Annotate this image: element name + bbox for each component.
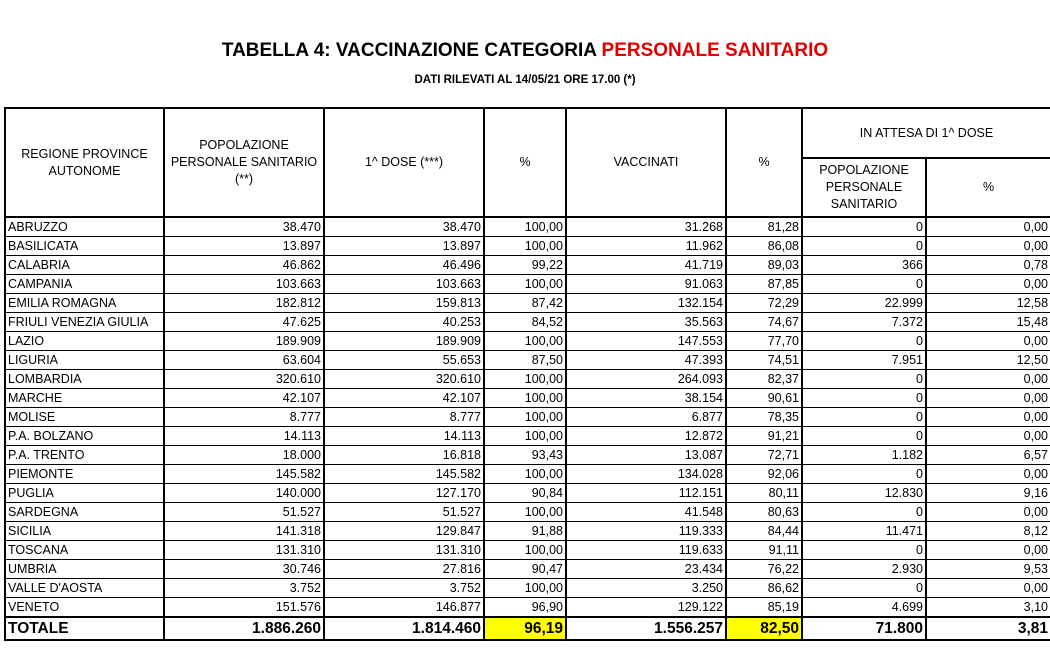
cell-population: 14.113 — [164, 427, 324, 446]
vaccination-table — [4, 107, 1050, 641]
cell-pct-vaccinated: 80,63 — [726, 503, 802, 522]
table-row — [5, 427, 1050, 446]
header-waiting-population: POPOLAZIONE PERSONALE SANITARIO — [802, 158, 926, 217]
cell-pct-vaccinated: 89,03 — [726, 256, 802, 275]
cell-waiting-pct: 0,00 — [926, 408, 1050, 427]
cell-first-dose: 38.470 — [324, 217, 484, 237]
cell-region: ABRUZZO — [5, 217, 164, 237]
cell-vaccinated: 41.719 — [566, 256, 726, 275]
cell-region: EMILIA ROMAGNA — [5, 294, 164, 313]
cell-pct-first-dose: 84,52 — [484, 313, 566, 332]
cell-first-dose: 27.816 — [324, 560, 484, 579]
table-row — [5, 256, 1050, 275]
cell-population: 151.576 — [164, 598, 324, 618]
table-row — [5, 446, 1050, 465]
cell-region: LAZIO — [5, 332, 164, 351]
cell-pct-vaccinated: 72,29 — [726, 294, 802, 313]
cell-region: LOMBARDIA — [5, 370, 164, 389]
cell-waiting-pct: 12,50 — [926, 351, 1050, 370]
cell-vaccinated: 119.333 — [566, 522, 726, 541]
cell-vaccinated: 41.548 — [566, 503, 726, 522]
cell-first-dose: 159.813 — [324, 294, 484, 313]
cell-waiting: 0 — [802, 408, 926, 427]
cell-pct-first-dose: 96,90 — [484, 598, 566, 618]
cell-waiting: 0 — [802, 332, 926, 351]
table-row — [5, 275, 1050, 294]
cell-vaccinated: 11.962 — [566, 237, 726, 256]
title-accent: PERSONALE SANITARIO — [601, 40, 829, 61]
cell-first-dose: 55.653 — [324, 351, 484, 370]
cell-vaccinated: 13.087 — [566, 446, 726, 465]
cell-pct-first-dose: 87,42 — [484, 294, 566, 313]
cell-pct-first-dose: 100,00 — [484, 427, 566, 446]
cell-first-dose: 13.897 — [324, 237, 484, 256]
cell-pct-vaccinated: 81,28 — [726, 217, 802, 237]
cell-population: 3.752 — [164, 579, 324, 598]
cell-first-dose: 46.496 — [324, 256, 484, 275]
total-row — [5, 617, 1050, 640]
cell-waiting-pct: 0,00 — [926, 275, 1050, 294]
cell-pct-vaccinated: 86,62 — [726, 579, 802, 598]
cell-waiting-pct: 0,00 — [926, 541, 1050, 560]
table-row — [5, 541, 1050, 560]
total-label: TOTALE — [5, 617, 164, 640]
cell-waiting: 12.830 — [802, 484, 926, 503]
total-waiting: 71.800 — [802, 617, 926, 640]
cell-waiting-pct: 3,10 — [926, 598, 1050, 618]
table-row — [5, 370, 1050, 389]
cell-vaccinated: 12.872 — [566, 427, 726, 446]
cell-vaccinated: 47.393 — [566, 351, 726, 370]
cell-population: 47.625 — [164, 313, 324, 332]
cell-first-dose: 42.107 — [324, 389, 484, 408]
cell-population: 8.777 — [164, 408, 324, 427]
cell-waiting-pct: 8,12 — [926, 522, 1050, 541]
table-body — [5, 217, 1050, 617]
cell-vaccinated: 147.553 — [566, 332, 726, 351]
cell-waiting-pct: 0,00 — [926, 332, 1050, 351]
cell-pct-first-dose: 91,88 — [484, 522, 566, 541]
cell-pct-first-dose: 100,00 — [484, 332, 566, 351]
cell-pct-vaccinated: 91,11 — [726, 541, 802, 560]
cell-first-dose: 103.663 — [324, 275, 484, 294]
cell-region: LIGURIA — [5, 351, 164, 370]
cell-waiting: 0 — [802, 427, 926, 446]
cell-region: FRIULI VENEZIA GIULIA — [5, 313, 164, 332]
cell-population: 103.663 — [164, 275, 324, 294]
header-waiting-group: IN ATTESA DI 1^ DOSE — [802, 108, 1050, 158]
cell-waiting: 22.999 — [802, 294, 926, 313]
cell-vaccinated: 112.151 — [566, 484, 726, 503]
cell-first-dose: 3.752 — [324, 579, 484, 598]
page-subtitle: DATI RILEVATI AL 14/05/21 ORE 17.00 (*) — [414, 74, 636, 86]
cell-pct-vaccinated: 80,11 — [726, 484, 802, 503]
cell-population: 63.604 — [164, 351, 324, 370]
cell-population: 145.582 — [164, 465, 324, 484]
table-row — [5, 560, 1050, 579]
cell-region: P.A. BOLZANO — [5, 427, 164, 446]
header-pct-first-dose: % — [484, 108, 566, 217]
cell-pct-vaccinated: 90,61 — [726, 389, 802, 408]
table-row — [5, 465, 1050, 484]
cell-first-dose: 16.818 — [324, 446, 484, 465]
total-pct-first-dose: 96,19 — [484, 617, 566, 640]
cell-waiting-pct: 0,00 — [926, 217, 1050, 237]
cell-pct-first-dose: 100,00 — [484, 579, 566, 598]
cell-population: 42.107 — [164, 389, 324, 408]
cell-region: VENETO — [5, 598, 164, 618]
header-pct-vaccinated: % — [726, 108, 802, 217]
cell-pct-vaccinated: 82,37 — [726, 370, 802, 389]
cell-pct-vaccinated: 92,06 — [726, 465, 802, 484]
cell-vaccinated: 91.063 — [566, 275, 726, 294]
cell-pct-first-dose: 100,00 — [484, 237, 566, 256]
cell-region: SICILIA — [5, 522, 164, 541]
cell-waiting: 0 — [802, 541, 926, 560]
cell-pct-vaccinated: 76,22 — [726, 560, 802, 579]
cell-waiting-pct: 0,00 — [926, 579, 1050, 598]
cell-first-dose: 146.877 — [324, 598, 484, 618]
cell-waiting: 0 — [802, 237, 926, 256]
cell-waiting-pct: 0,00 — [926, 503, 1050, 522]
table-row — [5, 598, 1050, 618]
header-waiting-pct: % — [926, 158, 1050, 217]
page-title — [0, 40, 1050, 62]
cell-pct-vaccinated: 91,21 — [726, 427, 802, 446]
cell-vaccinated: 264.093 — [566, 370, 726, 389]
cell-waiting: 0 — [802, 503, 926, 522]
cell-waiting: 7.372 — [802, 313, 926, 332]
cell-waiting: 4.699 — [802, 598, 926, 618]
cell-waiting-pct: 0,78 — [926, 256, 1050, 275]
total-first-dose: 1.814.460 — [324, 617, 484, 640]
table-row — [5, 579, 1050, 598]
table-row — [5, 503, 1050, 522]
cell-pct-first-dose: 100,00 — [484, 541, 566, 560]
cell-region: CALABRIA — [5, 256, 164, 275]
cell-waiting-pct: 0,00 — [926, 427, 1050, 446]
total-waiting-pct: 3,81 — [926, 617, 1050, 640]
cell-waiting: 0 — [802, 389, 926, 408]
cell-first-dose: 320.610 — [324, 370, 484, 389]
cell-vaccinated: 119.633 — [566, 541, 726, 560]
cell-pct-vaccinated: 87,85 — [726, 275, 802, 294]
table-row — [5, 294, 1050, 313]
cell-vaccinated: 35.563 — [566, 313, 726, 332]
cell-region: PIEMONTE — [5, 465, 164, 484]
cell-vaccinated: 129.122 — [566, 598, 726, 618]
cell-waiting: 0 — [802, 275, 926, 294]
cell-waiting-pct: 0,00 — [926, 465, 1050, 484]
cell-pct-first-dose: 100,00 — [484, 408, 566, 427]
cell-pct-first-dose: 90,47 — [484, 560, 566, 579]
cell-pct-first-dose: 100,00 — [484, 370, 566, 389]
table-row — [5, 408, 1050, 427]
cell-pct-first-dose: 100,00 — [484, 389, 566, 408]
cell-pct-first-dose: 100,00 — [484, 503, 566, 522]
cell-pct-first-dose: 90,84 — [484, 484, 566, 503]
header-first-dose: 1^ DOSE (***) — [324, 108, 484, 217]
cell-region: P.A. TRENTO — [5, 446, 164, 465]
cell-population: 131.310 — [164, 541, 324, 560]
cell-region: UMBRIA — [5, 560, 164, 579]
cell-population: 320.610 — [164, 370, 324, 389]
cell-region: MOLISE — [5, 408, 164, 427]
cell-waiting: 1.182 — [802, 446, 926, 465]
title-main: TABELLA 4: VACCINAZIONE CATEGORIA — [221, 40, 602, 61]
cell-waiting-pct: 6,57 — [926, 446, 1050, 465]
cell-waiting: 0 — [802, 465, 926, 484]
cell-first-dose: 189.909 — [324, 332, 484, 351]
cell-waiting: 11.471 — [802, 522, 926, 541]
cell-population: 38.470 — [164, 217, 324, 237]
cell-waiting: 7.951 — [802, 351, 926, 370]
cell-waiting: 366 — [802, 256, 926, 275]
cell-waiting-pct: 0,00 — [926, 389, 1050, 408]
total-vaccinated: 1.556.257 — [566, 617, 726, 640]
cell-waiting: 2.930 — [802, 560, 926, 579]
cell-region: SARDEGNA — [5, 503, 164, 522]
header-population: POPOLAZIONE PERSONALE SANITARIO (**) — [164, 108, 324, 217]
cell-pct-first-dose: 87,50 — [484, 351, 566, 370]
cell-vaccinated: 134.028 — [566, 465, 726, 484]
cell-population: 18.000 — [164, 446, 324, 465]
table-row — [5, 389, 1050, 408]
cell-waiting-pct: 0,00 — [926, 370, 1050, 389]
cell-pct-vaccinated: 85,19 — [726, 598, 802, 618]
cell-region: PUGLIA — [5, 484, 164, 503]
cell-waiting-pct: 15,48 — [926, 313, 1050, 332]
cell-population: 46.862 — [164, 256, 324, 275]
cell-region: BASILICATA — [5, 237, 164, 256]
cell-waiting: 0 — [802, 370, 926, 389]
table-row — [5, 217, 1050, 237]
cell-population: 189.909 — [164, 332, 324, 351]
cell-pct-first-dose: 99,22 — [484, 256, 566, 275]
cell-waiting-pct: 9,16 — [926, 484, 1050, 503]
cell-first-dose: 51.527 — [324, 503, 484, 522]
cell-first-dose: 14.113 — [324, 427, 484, 446]
cell-waiting-pct: 0,00 — [926, 237, 1050, 256]
total-pct-vaccinated: 82,50 — [726, 617, 802, 640]
cell-vaccinated: 38.154 — [566, 389, 726, 408]
cell-pct-first-dose: 100,00 — [484, 217, 566, 237]
cell-population: 140.000 — [164, 484, 324, 503]
cell-region: VALLE D'AOSTA — [5, 579, 164, 598]
cell-first-dose: 129.847 — [324, 522, 484, 541]
cell-pct-vaccinated: 72,71 — [726, 446, 802, 465]
cell-pct-first-dose: 93,43 — [484, 446, 566, 465]
cell-population: 13.897 — [164, 237, 324, 256]
cell-region: CAMPANIA — [5, 275, 164, 294]
cell-population: 51.527 — [164, 503, 324, 522]
cell-pct-first-dose: 100,00 — [484, 465, 566, 484]
cell-pct-vaccinated: 84,44 — [726, 522, 802, 541]
cell-population: 182.812 — [164, 294, 324, 313]
cell-first-dose: 131.310 — [324, 541, 484, 560]
cell-pct-first-dose: 100,00 — [484, 275, 566, 294]
cell-population: 141.318 — [164, 522, 324, 541]
cell-pct-vaccinated: 74,67 — [726, 313, 802, 332]
cell-waiting-pct: 9,53 — [926, 560, 1050, 579]
cell-region: TOSCANA — [5, 541, 164, 560]
table-row — [5, 484, 1050, 503]
cell-vaccinated: 132.154 — [566, 294, 726, 313]
cell-first-dose: 127.170 — [324, 484, 484, 503]
total-population: 1.886.260 — [164, 617, 324, 640]
cell-vaccinated: 6.877 — [566, 408, 726, 427]
cell-first-dose: 40.253 — [324, 313, 484, 332]
cell-vaccinated: 31.268 — [566, 217, 726, 237]
table-row — [5, 332, 1050, 351]
cell-waiting: 0 — [802, 579, 926, 598]
cell-waiting-pct: 12,58 — [926, 294, 1050, 313]
table-row — [5, 313, 1050, 332]
header-region: REGIONE PROVINCE AUTONOME — [5, 108, 164, 217]
cell-vaccinated: 23.434 — [566, 560, 726, 579]
cell-vaccinated: 3.250 — [566, 579, 726, 598]
cell-region: MARCHE — [5, 389, 164, 408]
cell-pct-vaccinated: 74,51 — [726, 351, 802, 370]
table-row — [5, 351, 1050, 370]
cell-first-dose: 145.582 — [324, 465, 484, 484]
cell-pct-vaccinated: 77,70 — [726, 332, 802, 351]
cell-pct-vaccinated: 86,08 — [726, 237, 802, 256]
cell-waiting: 0 — [802, 217, 926, 237]
header-vaccinated: VACCINATI — [566, 108, 726, 217]
cell-population: 30.746 — [164, 560, 324, 579]
table-row — [5, 522, 1050, 541]
cell-pct-vaccinated: 78,35 — [726, 408, 802, 427]
cell-first-dose: 8.777 — [324, 408, 484, 427]
table-row — [5, 237, 1050, 256]
